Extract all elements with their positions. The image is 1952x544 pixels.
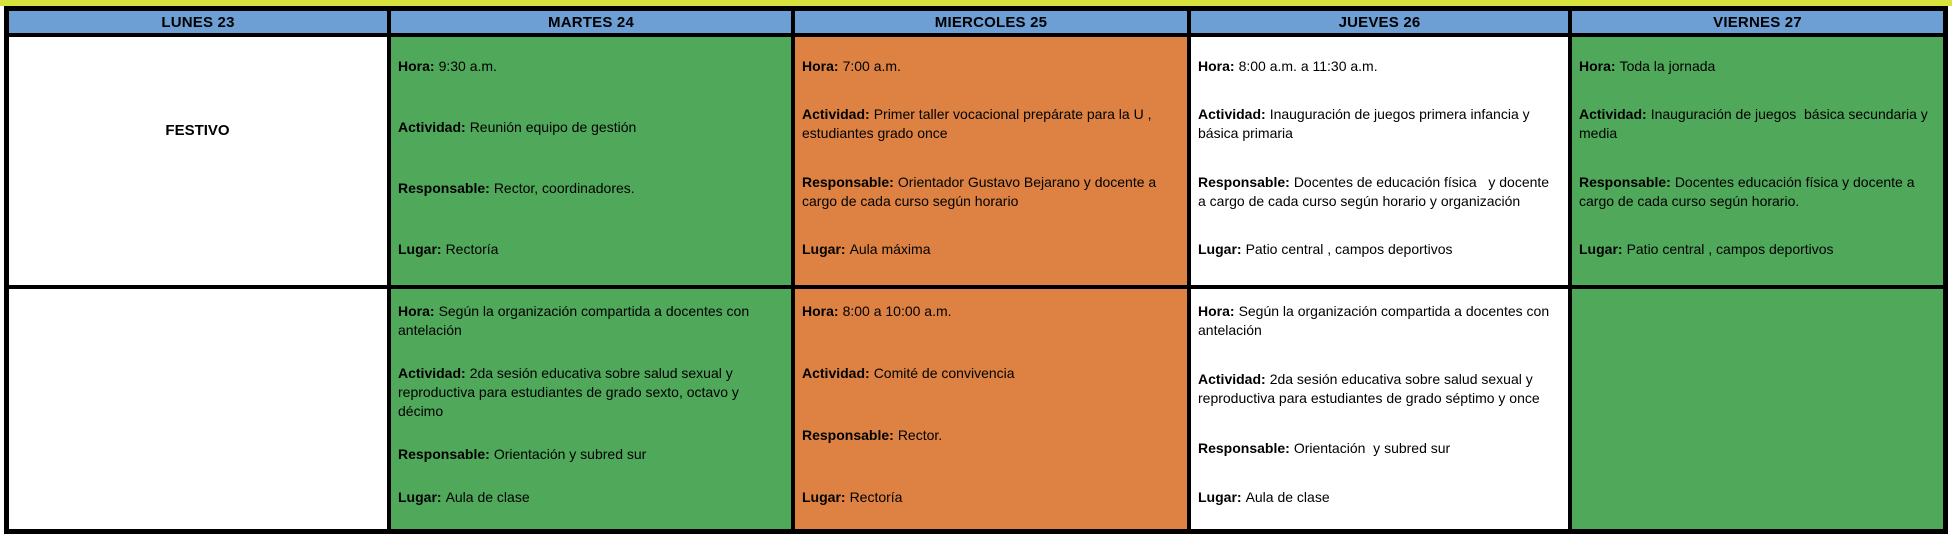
festivo-label: FESTIVO xyxy=(165,122,230,139)
entry-value: Rectoría xyxy=(849,489,903,505)
entry-value: Inauguración de juegos primera infancia y básica primaria xyxy=(1198,106,1534,142)
entry-value: Patio central , campos deportivos xyxy=(1626,240,1834,257)
entry-hora xyxy=(802,57,1179,76)
entry-label: Lugar: xyxy=(398,241,442,257)
header-miercoles[interactable]: MIERCOLES 25 xyxy=(795,11,1191,37)
entry-lugar xyxy=(398,240,783,259)
entry-value: Patio central , campos deportivos xyxy=(1245,240,1453,257)
entry-actividad xyxy=(398,118,783,137)
entry-value: Orientación y subred sur xyxy=(1293,439,1451,456)
entry-label: Lugar: xyxy=(1198,240,1242,257)
entry-lugar xyxy=(398,488,783,507)
entry-value: Rectoría xyxy=(445,241,499,257)
entry-value: Orientador Gustavo Bejarano y docente a cargo de cada curso según horario xyxy=(802,173,1161,209)
entry-actividad xyxy=(1579,105,1935,143)
entry-value: 8:00 a 10:00 a.m. xyxy=(842,303,952,319)
entry-label: Responsable: xyxy=(802,427,894,443)
entry-responsable xyxy=(802,426,1179,445)
entry-hora xyxy=(1198,57,1560,76)
entry-label: Hora: xyxy=(802,58,839,74)
entry-responsable xyxy=(802,173,1179,211)
entry-hora xyxy=(398,302,783,340)
entry-hora xyxy=(1579,57,1935,76)
entry-label: Responsable: xyxy=(1579,173,1671,190)
header-viernes[interactable]: VIERNES 27 xyxy=(1572,11,1943,37)
entry-hora xyxy=(802,302,1179,321)
cell-lunes-row2[interactable] xyxy=(9,289,391,529)
entry-value: Aula máxima xyxy=(849,240,931,257)
entry-value: Según la organización compartida a docentes con antelación xyxy=(398,303,753,338)
entry-responsable xyxy=(398,445,783,464)
entry-label: Lugar: xyxy=(398,489,442,505)
entry-value: Reunión equipo de gestión xyxy=(469,119,637,135)
entry-lugar xyxy=(1579,240,1935,259)
entry-label: Hora: xyxy=(1579,58,1616,74)
entry-label: Hora: xyxy=(1198,58,1235,74)
entry-actividad xyxy=(398,364,783,421)
entry-value: Aula de clase xyxy=(445,489,530,505)
entry-label: Actividad: xyxy=(1198,106,1266,123)
entry-value: Docentes educación física y docente a cargo de cada curso según horario. xyxy=(1579,173,1919,209)
entry-label: Responsable: xyxy=(1198,439,1290,456)
entry-value: 9:30 a.m. xyxy=(438,58,497,74)
entry-value: Rector, coordinadores. xyxy=(493,180,635,196)
header-jueves[interactable]: JUEVES 26 xyxy=(1191,11,1572,37)
entry-label: Hora: xyxy=(398,58,435,74)
entry-value: Primer taller vocacional prepárate para la U , estudiantes grado once xyxy=(802,106,1156,142)
entry-label: Actividad: xyxy=(802,106,870,123)
entry-lugar xyxy=(802,240,1179,259)
entry-value: Rector. xyxy=(897,427,943,443)
entry-responsable xyxy=(398,179,783,198)
entry-label: Responsable: xyxy=(802,173,894,190)
entry-label: Lugar: xyxy=(802,489,846,505)
cell-viernes-row1[interactable] xyxy=(1572,37,1943,289)
entry-hora xyxy=(1198,302,1560,340)
cell-lunes-row1[interactable] xyxy=(9,37,391,289)
header-lunes[interactable]: LUNES 23 xyxy=(9,11,391,37)
entry-value: 2da sesión educativa sobre salud sexual y reproductiva para estudiantes de grado sexto, octavo y décimo xyxy=(398,365,743,419)
entry-lugar xyxy=(802,488,1179,507)
weekly-schedule-table xyxy=(4,6,1948,534)
entry-label: Responsable: xyxy=(1198,173,1290,190)
cell-martes-row2[interactable] xyxy=(391,289,795,529)
entry-label: Actividad: xyxy=(398,365,466,381)
entry-actividad xyxy=(802,364,1179,383)
cell-jueves-row1[interactable] xyxy=(1191,37,1572,289)
entry-label: Actividad: xyxy=(398,119,466,135)
entry-responsable xyxy=(1579,173,1935,211)
entry-actividad xyxy=(802,105,1179,143)
entry-label: Hora: xyxy=(802,303,839,319)
cell-miercoles-row1[interactable] xyxy=(795,37,1191,289)
entry-label: Responsable: xyxy=(398,446,490,462)
entry-value: Orientación y subred sur xyxy=(493,446,647,462)
entry-value: 7:00 a.m. xyxy=(842,58,901,74)
header-martes[interactable]: MARTES 24 xyxy=(391,11,795,37)
entry-value: Según la organización compartida a docentes con antelación xyxy=(1198,303,1553,338)
entry-label: Actividad: xyxy=(1198,371,1266,388)
entry-label: Lugar: xyxy=(1579,240,1623,257)
entry-value: Inauguración de juegos básica secundaria y media xyxy=(1579,106,1932,142)
entry-value: Toda la jornada xyxy=(1619,58,1716,74)
entry-lugar xyxy=(1198,240,1560,259)
entry-responsable xyxy=(1198,173,1560,211)
entry-hora xyxy=(398,57,783,76)
entry-label: Lugar: xyxy=(1198,488,1242,505)
entry-label: Responsable: xyxy=(398,180,490,196)
entry-value: 2da sesión educativa sobre salud sexual y reproductiva para estudiantes de grado séptimo y once xyxy=(1198,371,1540,407)
cell-jueves-row2[interactable] xyxy=(1191,289,1572,529)
entry-label: Actividad: xyxy=(802,365,870,381)
entry-label: Lugar: xyxy=(802,240,846,257)
entry-label: Hora: xyxy=(1198,303,1235,319)
entry-label: Hora: xyxy=(398,303,435,319)
entry-label: Actividad: xyxy=(1579,106,1647,123)
entry-actividad xyxy=(1198,105,1560,143)
entry-responsable xyxy=(1198,439,1560,458)
entry-value: Aula de clase xyxy=(1245,488,1330,505)
entry-actividad xyxy=(1198,370,1560,408)
entry-value: Comité de convivencia xyxy=(873,365,1015,381)
entry-value: Docentes de educación física y docente a cargo de cada curso según horario y organización xyxy=(1198,173,1553,209)
cell-martes-row1[interactable] xyxy=(391,37,795,289)
cell-viernes-row2[interactable] xyxy=(1572,289,1943,529)
cell-miercoles-row2[interactable] xyxy=(795,289,1191,529)
entry-lugar xyxy=(1198,488,1560,507)
entry-value: 8:00 a.m. a 11:30 a.m. xyxy=(1238,58,1378,74)
